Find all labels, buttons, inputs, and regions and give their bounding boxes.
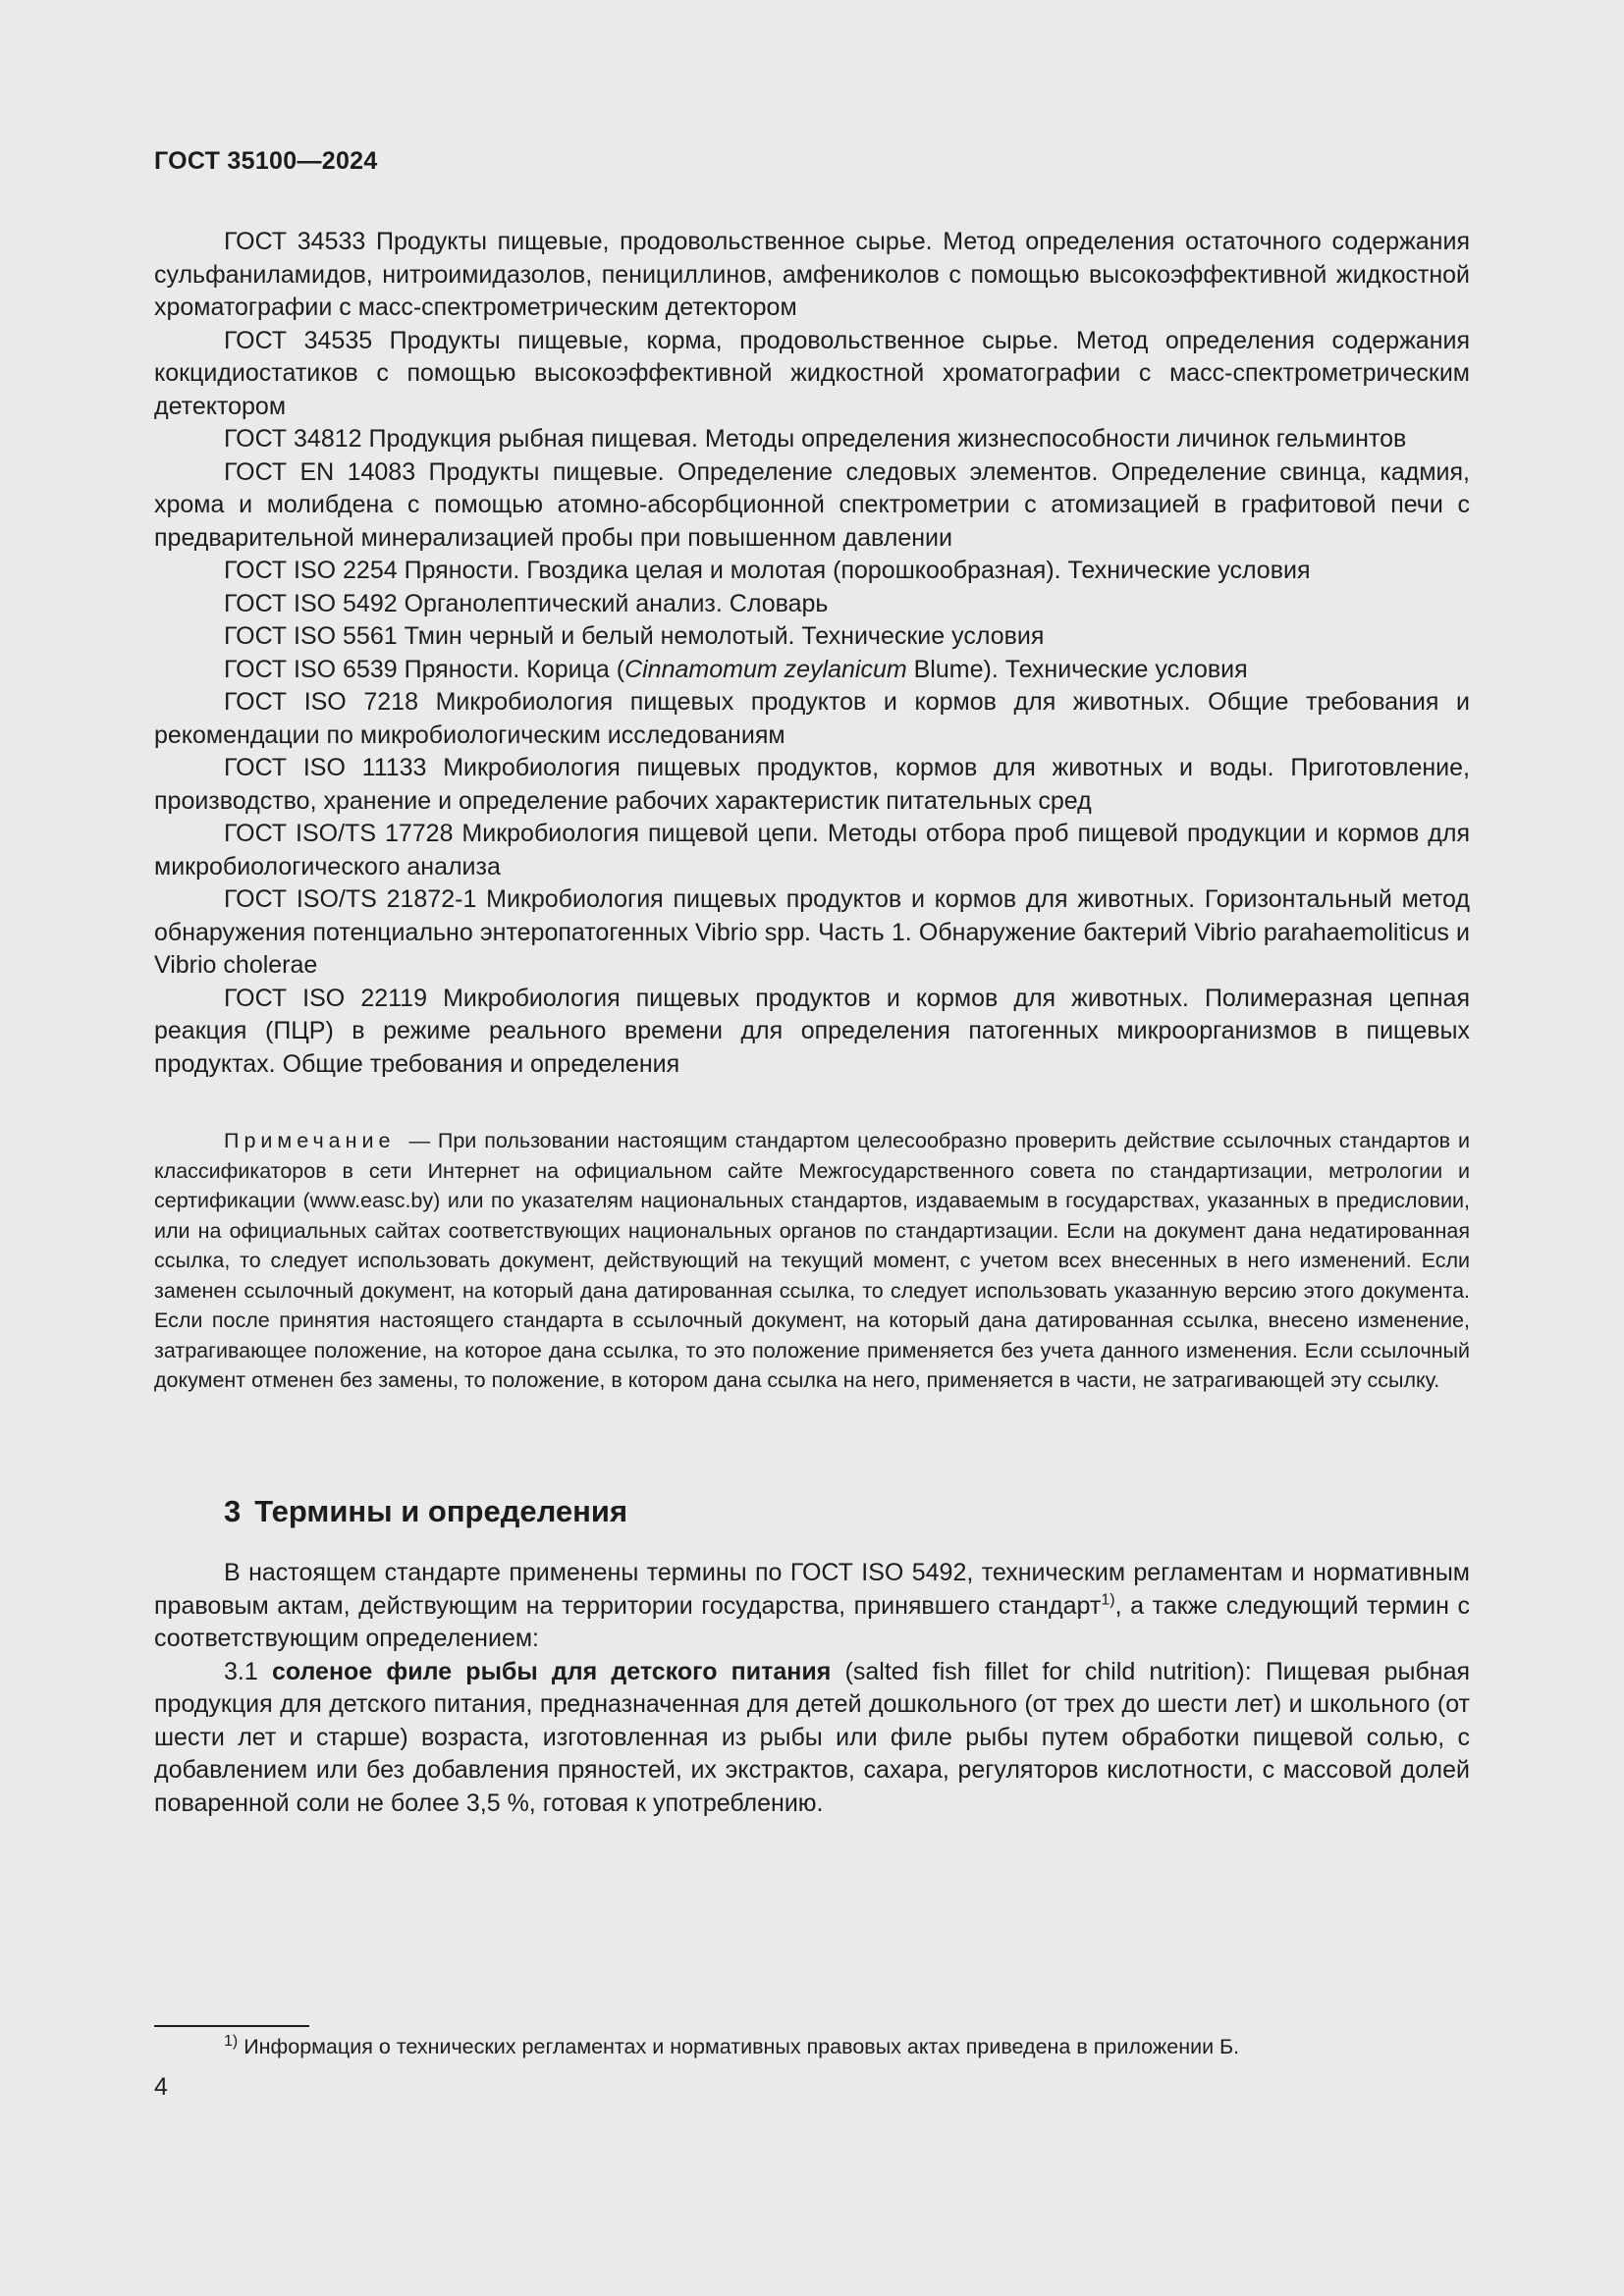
- footnote-text: Информация о технических регламентах и нормативных правовых актах приведена в приложении Б.: [244, 2035, 1240, 2058]
- term-definition: [154, 1656, 1470, 1821]
- normative-references-list: [154, 226, 1470, 1081]
- reference-item: [154, 654, 1470, 687]
- reference-item: ГОСТ ISO/TS 17728 Микробиология пищевой цепи. Методы отбора проб пищевой продукции и кормов для микробиологического анализа: [154, 820, 1470, 881]
- species-name: Cinnamomum zeylanicum: [624, 655, 907, 683]
- reference-item: ГОСТ EN 14083 Продукты пищевые. Определение следовых элементов. Определение свинца, кадмия, хрома и молибдена с помощью атомно-абсорбционной спектрометрии с атомизацией в графитовой печи с предварительной минерализацией пробы при повышенном давлении: [154, 457, 1470, 552]
- reference-item: ГОСТ ISO 7218 Микробиология пищевых продуктов и кормов для животных. Общие требования и рекомендации по микробиологическим исследованиям: [154, 688, 1470, 749]
- footnote-divider: [154, 2025, 309, 2027]
- reference-item: ГОСТ ISO 5492 Органолептический анализ. Словарь: [224, 589, 829, 617]
- reference-item: ГОСТ ISO 22119 Микробиология пищевых продуктов и кормов для животных. Полимеразная цепная реакция (ПЦР) в режиме реального времени для определения патогенных микроорганизмов в пищевых продуктах. Общие требования и определения: [154, 984, 1470, 1078]
- footnote: [224, 2032, 1470, 2061]
- reference-item: ГОСТ ISO 2254 Пряности. Гвоздика целая и молотая (порошкообразная). Технические условия: [224, 557, 1311, 584]
- reference-text: Blume). Технические условия: [906, 655, 1248, 683]
- reference-item: ГОСТ ISO/TS 21872-1 Микробиология пищевых продуктов и кормов для животных. Горизонтальный метод обнаружения потенциально энтеропатогенных Vibrio spp. Часть 1. Обнаружение бактерий Vibrio parahaemoliticus и Vibrio cholerae: [154, 885, 1470, 979]
- term-name: соленое филе рыбы для детского питания: [271, 1657, 832, 1685]
- note-text: — При пользовании настоящим стандартом целесообразно проверить действие ссылочных стандартов и классификаторов в сети Интернет на официальном сайте Межгосударственного совета по стандартизации, метрологии и сертификации (www.easc.by) или по указателям национальных стандартов, издаваемым в государствах, указанных в предисловии, или на официальных сайтах соответствующих национальных органов по стандартизации. Если на документ дана недатированная ссылка, то следует использовать документ, действующий на текущий момент, с учетом всех внесенных в него изменений. Если заменен ссылочный документ, на который дана датированная ссылка, то следует использовать указанную версию этого документа. Если после принятия настоящего стандарта в ссылочный документ, на который дана датированная ссылка, внесено изменение, затрагивающее положение, на которое дана ссылка, то это положение применяется без учета данного изменения. Если ссылочный документ отменен без замены, то положение, в котором дана ссылка на него, применяется в части, не затрагивающей эту ссылку.: [154, 1129, 1470, 1392]
- term-number: 3.1: [224, 1657, 258, 1685]
- section-heading: [224, 1494, 627, 1529]
- reference-item: ГОСТ ISO 11133 Микробиология пищевых продуктов, кормов для животных и воды. Приготовление, производство, хранение и определение рабочих характеристик питательных сред: [154, 754, 1470, 815]
- note-label: Примечание: [224, 1129, 396, 1152]
- footnote-marker: 1): [224, 2032, 239, 2050]
- intro-text: В настоящем стандарте применены термины по ГОСТ ISO 5492, техническим регламентам и нормативным правовым актам, действующим на территории государства, принявшего стандарт: [154, 1559, 1470, 1620]
- reference-item: ГОСТ 34812 Продукция рыбная пищевая. Методы определения жизнеспособности личинок гельминтов: [224, 425, 1407, 453]
- reference-item: ГОСТ ISO 5561 Тмин черный и белый немолотый. Технические условия: [224, 622, 1045, 650]
- section-number: 3: [224, 1494, 242, 1528]
- reference-item: ГОСТ 34535 Продукты пищевые, корма, продовольственное сырье. Метод определения содержания кокцидиостатиков с помощью высокоэффективной жидкостной хроматографии с масс-спектрометрическим детектором: [154, 326, 1470, 420]
- intro-paragraph: [154, 1557, 1470, 1656]
- intro-text-end: , а также следующий термин с соответствующим определением:: [154, 1591, 1470, 1652]
- reference-item: ГОСТ 34533 Продукты пищевые, продовольственное сырье. Метод определения остаточного содержания сульфаниламидов, нитроимидазолов, пенициллинов, амфениколов с помощью высокоэффективной жидкостной хроматографии с масс-спектрометрическим детектором: [154, 228, 1470, 321]
- reference-text: ГОСТ ISO 6539 Пряности. Корица (: [224, 655, 625, 683]
- section-title-text: Термины и определения: [254, 1494, 628, 1528]
- section-body: [154, 1557, 1470, 1820]
- term-definition-text: (salted fish fillet for child nutrition): Пищевая рыбная продукция для детского питания, предназначенная для детей дошкольного (от трех до шести лет) и школьного (от шести лет и старше) возраста, изготовленная из рыбы или филе рыбы путем обработки пищевой солью, с добавлением или без добавления пряностей, их экстрактов, сахара, регуляторов кислотности, с массовой долей поваренной соли не более 3,5 %, готовая к употреблению.: [154, 1657, 1471, 1817]
- footnote-reference[interactable]: 1): [1101, 1591, 1115, 1609]
- document-code: ГОСТ 35100—2024: [154, 147, 378, 175]
- note-paragraph: [154, 1126, 1470, 1396]
- page-number: 4: [154, 2073, 168, 2101]
